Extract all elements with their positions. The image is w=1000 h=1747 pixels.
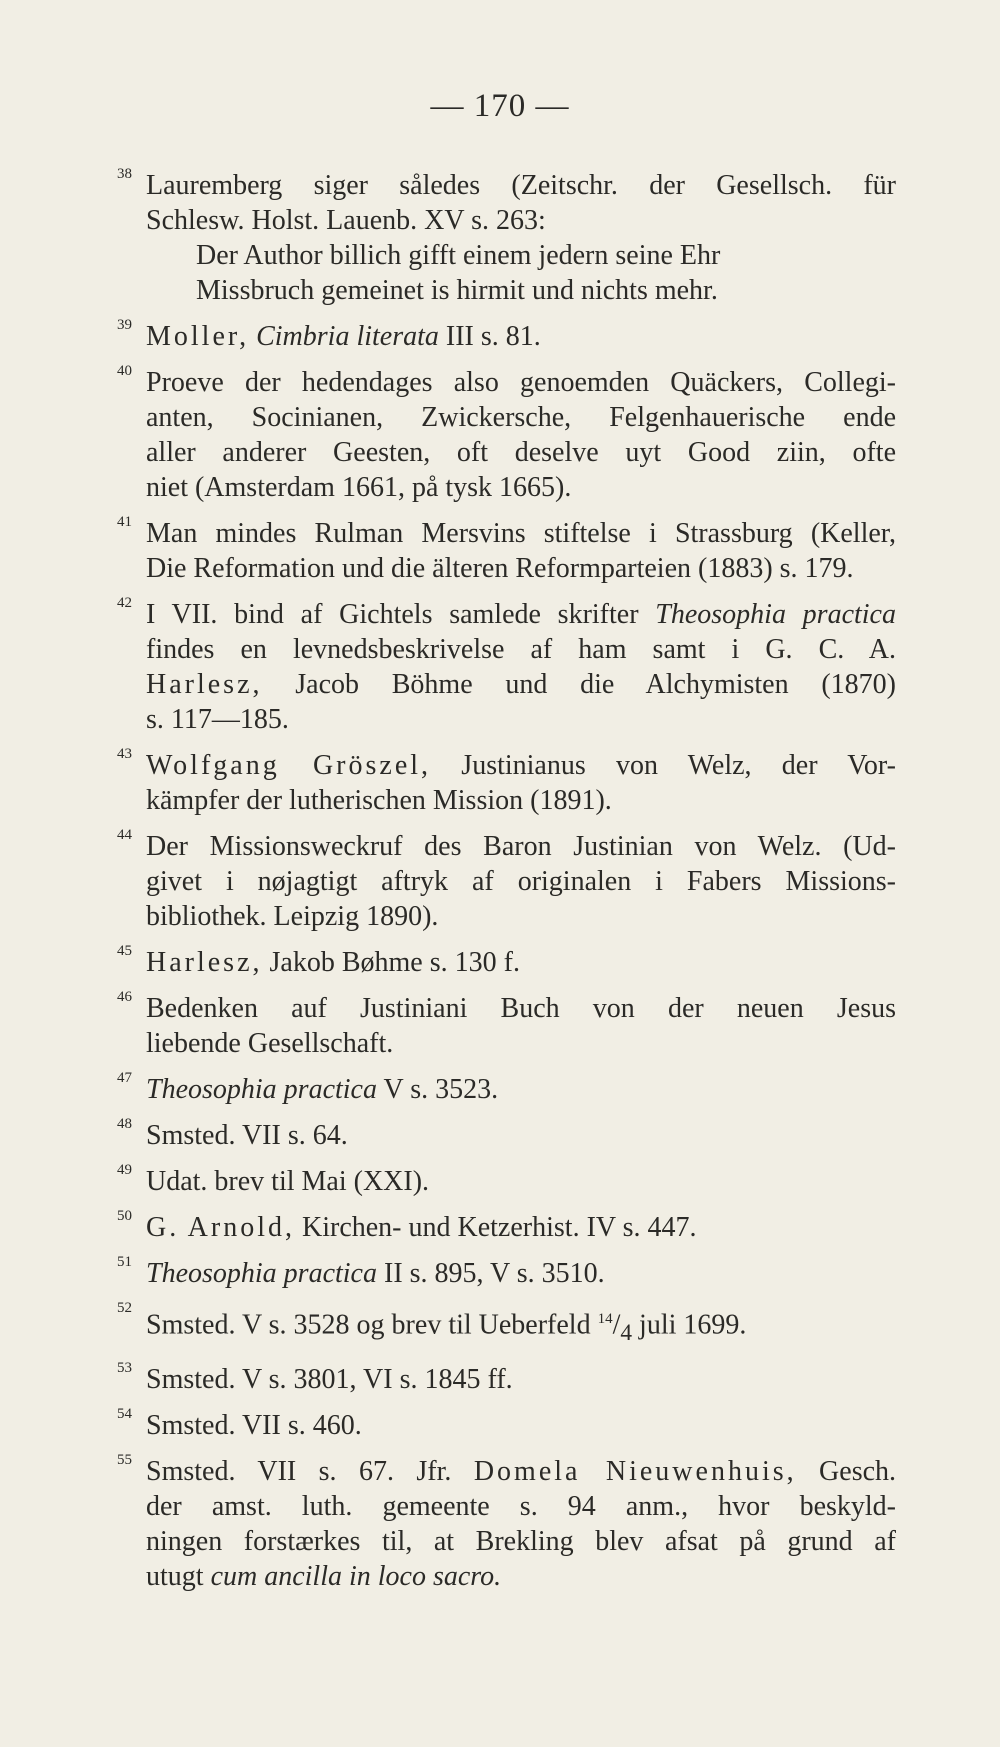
text: Jakob Bøhme s. 130 f.: [269, 947, 520, 978]
note-line: Proeve der hedendages also genoemden Quäckers, Collegi-: [146, 367, 896, 398]
footnote-45: [96, 945, 896, 980]
footnote-number: 50: [117, 1208, 132, 1224]
note-line: Lauremberg siger således (Zeitschr. der Gesellsch. für: [146, 170, 896, 201]
footnote-number: 55: [117, 1451, 132, 1468]
text: juli 1699.: [639, 1309, 747, 1341]
note-line: Schlesw. Holst. Lauenb. XV s. 263:: [146, 205, 546, 236]
text: Kirchen- und Ketzerhist. IV s. 447.: [302, 1212, 697, 1243]
footnote-40: [96, 365, 896, 505]
footnote-41: [96, 516, 896, 586]
note-line: Man mindes Rulman Mersvins stiftelse i Strassburg (Keller,: [146, 518, 896, 549]
author-name: Domela Nieuwenhuis,: [473, 1455, 797, 1487]
reference: V s. 3523.: [383, 1074, 499, 1105]
note-line: anten, Socinianen, Zwickersche, Felgenhauerische ende: [146, 402, 896, 433]
note-line: Smsted. VII s. 64.: [146, 1120, 348, 1151]
note-line: [146, 667, 896, 702]
footnote-54: [96, 1405, 896, 1443]
note-line: Der Missionsweckruf des Baron Justinian von Welz. (Ud-: [146, 831, 896, 862]
footnote-47: [96, 1072, 896, 1107]
note-line: Smsted. V s. 3801, VI s. 1845 ff.: [146, 1363, 513, 1395]
note-line: [146, 748, 896, 783]
page-number: — 170 —: [430, 88, 570, 124]
date-day: 14: [597, 1311, 613, 1327]
date-month: 4: [620, 1319, 633, 1346]
footnote-42: [96, 597, 896, 737]
note-line: [146, 945, 896, 980]
note-line: [146, 319, 896, 354]
quote-line: Der Author billich gifft einem jedern seine Ehr: [196, 240, 721, 271]
quote-line: Missbruch gemeinet is hirmit und nichts mehr.: [196, 275, 718, 306]
reference: II s. 895, V s. 3510.: [384, 1258, 605, 1289]
note-line: [146, 1454, 896, 1489]
note-line: der amst. luth. gemeente s. 94 anm., hvor beskyld-: [146, 1490, 896, 1522]
footnote-number: 45: [117, 943, 132, 959]
note-line: aller anderer Geesten, oft deselve uyt Good ziin, ofte: [146, 437, 896, 468]
footnote-number: 49: [117, 1162, 132, 1178]
note-line: s. 117—185.: [146, 704, 289, 735]
text: Jacob Böhme und die Alchymisten (1870): [295, 669, 896, 700]
footnote-39: [96, 319, 896, 354]
note-line: [146, 1210, 896, 1245]
text: Smsted. VII s. 67. Jfr.: [146, 1455, 452, 1487]
footnote-44: [96, 829, 896, 934]
author-name: Wolfgang Gröszel,: [146, 750, 432, 781]
latin-phrase: cum ancilla in loco sacro.: [210, 1560, 502, 1592]
note-line: Smsted. VII s. 460.: [146, 1409, 362, 1441]
reference: III s. 81.: [445, 321, 541, 352]
footnote-number: 47: [117, 1070, 132, 1086]
book-title: Theosophia practica: [655, 599, 896, 630]
author-name: Moller,: [146, 321, 250, 352]
footnotes: [96, 168, 896, 1605]
note-line: [146, 1559, 896, 1594]
footnote-51: [96, 1256, 896, 1291]
note-line: givet i nøjagtigt aftryk af originalen i Fabers Missions-: [146, 866, 896, 897]
note-line: findes en levnedsbeskrivelse af ham samt i G. C. A.: [146, 634, 896, 665]
note-line: liebende Gesellschaft.: [146, 1028, 394, 1059]
footnote-number: 51: [117, 1254, 132, 1270]
note-line: [146, 1072, 896, 1107]
note-line: Die Reformation und die älteren Reformparteien (1883) s. 179.: [146, 553, 854, 584]
text: Justinianus von Welz, der Vor-: [461, 750, 897, 781]
note-line: ningen forstærkes til, at Brekling blev afsat på grund af: [146, 1525, 896, 1557]
footnote-53: [96, 1359, 896, 1397]
footnote-number: 44: [117, 827, 132, 843]
note-line: [146, 597, 896, 632]
note-line: Bedenken auf Justiniani Buch von der neuen Jesus: [146, 993, 896, 1024]
footnote-number: 43: [117, 746, 132, 762]
footnote-48: [96, 1118, 896, 1153]
note-line: Udat. brev til Mai (XXI).: [146, 1166, 430, 1197]
footnote-number: 54: [117, 1405, 132, 1422]
footnote-number: 41: [117, 514, 132, 530]
text: Smsted. V s. 3528 og brev til Ueberfeld: [146, 1309, 591, 1341]
footnote-number: 38: [117, 166, 132, 182]
note-line: bibliothek. Leipzig 1890).: [146, 901, 439, 932]
text: Gesch.: [819, 1455, 897, 1487]
footnote-number: 48: [117, 1116, 132, 1132]
text: I VII. bind af Gichtels samlede skrifter: [146, 599, 639, 630]
book-title: Cimbria literata: [256, 321, 439, 352]
author-name: G. Arnold,: [146, 1212, 295, 1243]
footnote-52: [96, 1302, 896, 1351]
footnote-55: [96, 1451, 897, 1594]
footnote-number: 46: [117, 989, 132, 1005]
footnote-43: [96, 748, 896, 818]
note-line: kämpfer der lutherischen Mission (1891).: [146, 785, 612, 816]
footnote-number: 42: [117, 595, 132, 611]
note-line: niet (Amsterdam 1661, på tysk 1665).: [146, 472, 572, 503]
text: utugt: [146, 1560, 204, 1592]
note-line: [146, 1256, 896, 1291]
footnote-46: [96, 991, 896, 1061]
footnote-49: [96, 1164, 896, 1199]
footnote-number: 40: [117, 363, 132, 379]
note-line: Smsted. V s. 3528 og brev til Ueberfeld $^{14}/_4$ juli 1699.: [146, 1309, 747, 1346]
footnote-50: [96, 1210, 896, 1245]
footnote-number: 52: [117, 1300, 132, 1316]
book-title: Theosophia practica: [146, 1258, 377, 1289]
book-title: Theosophia practica: [146, 1074, 377, 1105]
footnote-38: [96, 168, 896, 308]
author-name: Harlesz,: [146, 947, 263, 978]
footnote-number: 53: [117, 1359, 132, 1376]
author-name: Harlesz,: [146, 669, 263, 700]
footnote-number: 39: [117, 317, 132, 333]
